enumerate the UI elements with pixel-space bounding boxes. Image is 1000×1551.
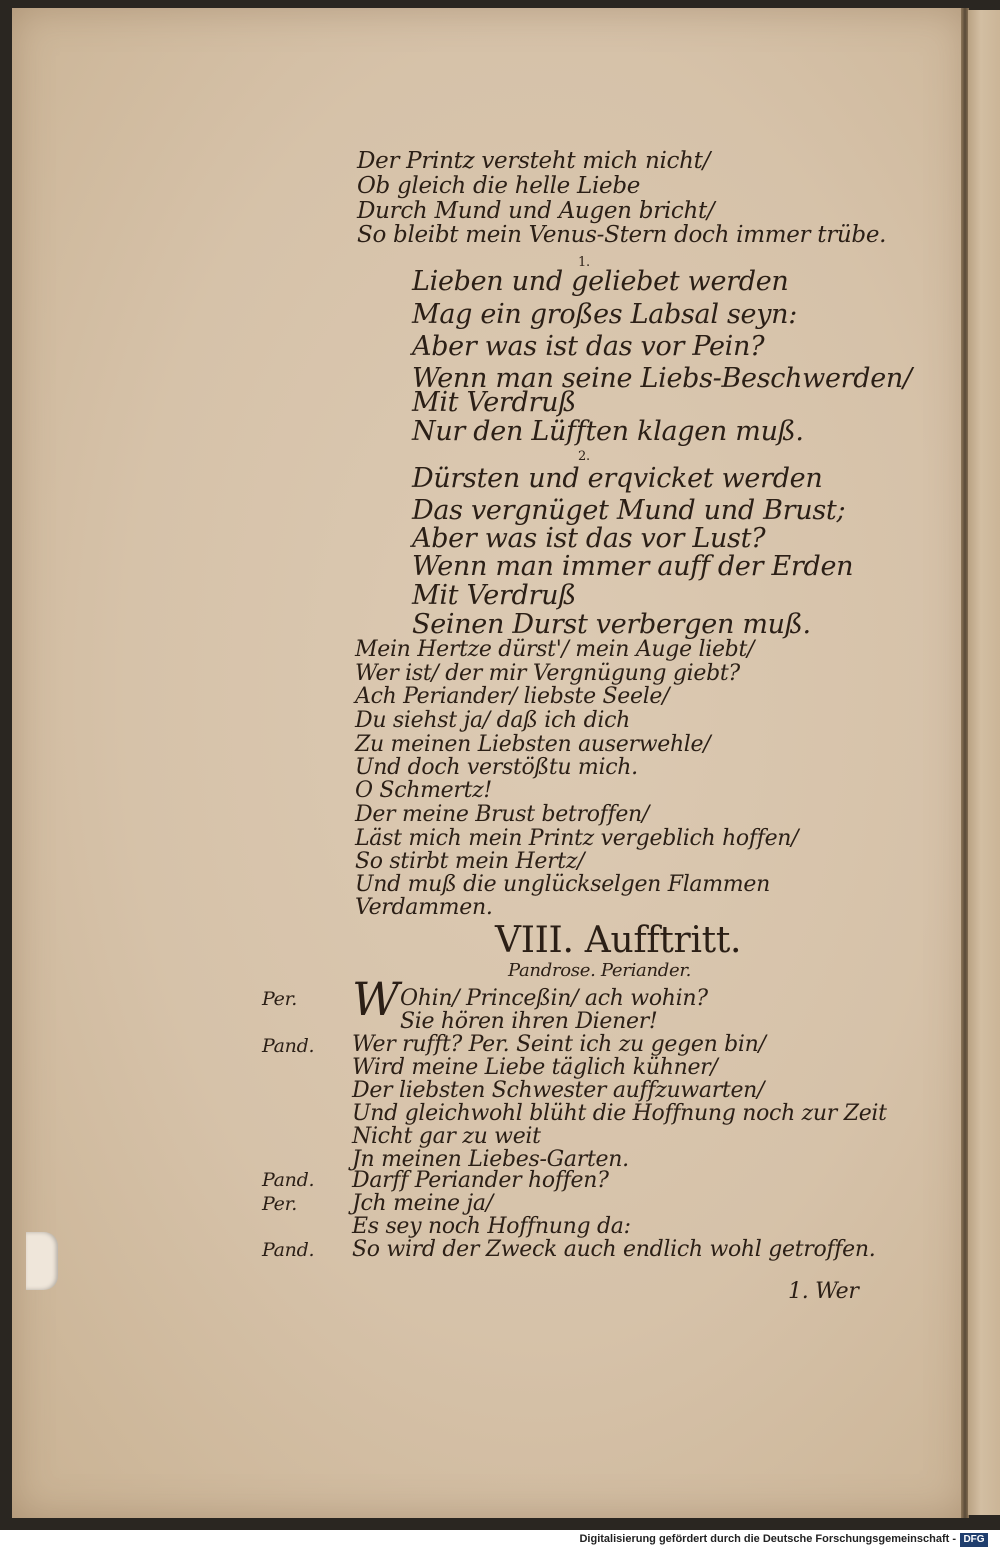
dialogue-line: Jn meinen Liebes-Garten.: [352, 1147, 629, 1172]
stanza2-line: Aber was ist das vor Lust?: [412, 523, 766, 554]
stanza2-line: Dürsten und erqvicket werden: [412, 463, 823, 494]
stanza-number: 1.: [578, 255, 590, 270]
footer-credit: Digitalisierung gefördert durch die Deutsche Forschungsgemeinschaft -: [579, 1533, 956, 1545]
recitative-line: Und muß die unglückselgen Flammen: [355, 872, 770, 897]
dialogue-line: Wird meine Liebe täglich kühner/: [352, 1055, 718, 1080]
intro-line: Ob gleich die helle Liebe: [357, 173, 641, 199]
intro-line: Durch Mund und Augen bricht/: [357, 198, 715, 224]
recitative-line: Der meine Brust betroffen/: [355, 802, 650, 827]
stanza-number: 2.: [578, 449, 590, 464]
recitative-line: Mein Hertze dürst'/ mein Auge liebt/: [355, 637, 755, 662]
stanza2-line: Das vergnüget Mund und Brust;: [412, 495, 846, 526]
dialogue-line: Der liebsten Schwester auffzuwarten/: [352, 1078, 765, 1103]
dialogue-line: Sie hören ihren Diener!: [400, 1009, 658, 1034]
dialogue-line: So wird der Zweck auch endlich wohl getroffen.: [352, 1237, 876, 1262]
scene-persons: Pandrose. Periander.: [508, 960, 692, 981]
recitative-line: So stirbt mein Hertz/: [355, 849, 585, 874]
speaker-label: Pand.: [262, 1169, 315, 1191]
stanza1-line: Wenn man seine Liebs-Beschwerden/: [412, 363, 912, 394]
dfg-logo-icon: DFG: [960, 1533, 988, 1547]
stanza1-line: Lieben und geliebet werden: [412, 266, 789, 297]
recitative-line: Wer ist/ der mir Vergnügung giebt?: [355, 661, 740, 686]
stanza2-line: Mit Verdruß: [412, 580, 576, 611]
dialogue-line: Wer rufft? Per. Seint ich zu gegen bin/: [352, 1032, 766, 1057]
recitative-line: Verdammen.: [355, 895, 493, 920]
stanza1-line: Mit Verdruß: [412, 387, 576, 418]
dialogue-line: Ohin/ Princeßin/ ach wohin?: [400, 986, 708, 1011]
stanza1-line: Nur den Lüfften klagen muß.: [412, 416, 804, 447]
page-tab-notch: [26, 1232, 58, 1290]
dialogue-line: Darff Periander hoffen?: [352, 1168, 609, 1193]
recitative-line: Ach Periander/ liebste Seele/: [355, 684, 670, 709]
recitative-line: Du siehst ja/ daß ich dich: [355, 708, 630, 733]
recitative-line: O Schmertz!: [355, 778, 492, 803]
intro-line: Der Printz versteht mich nicht/: [357, 148, 711, 174]
dialogue-line: Es sey noch Hoffnung da:: [352, 1214, 631, 1239]
facing-page-edge: [968, 10, 1000, 1515]
stanza1-line: Mag ein großes Labsal seyn:: [412, 299, 798, 330]
dialogue-line: Jch meine ja/: [352, 1191, 493, 1216]
stanza2-line: Wenn man immer auff der Erden: [412, 551, 854, 582]
speaker-label: Pand.: [262, 1035, 315, 1057]
scene-heading: VIII. Aufftritt.: [495, 920, 742, 961]
stanza2-line: Seinen Durst verbergen muß.: [412, 609, 811, 640]
speaker-label: Pand.: [262, 1239, 315, 1261]
recitative-line: Zu meinen Liebsten auserwehle/: [355, 732, 711, 757]
dialogue-line: Und gleichwohl blüht die Hoffnung noch zur Zeit: [352, 1101, 887, 1126]
dialogue-line: Nicht gar zu weit: [352, 1124, 541, 1149]
recitative-line: Läst mich mein Printz vergeblich hoffen/: [355, 826, 799, 851]
drop-cap: W: [352, 972, 400, 1026]
stanza1-line: Aber was ist das vor Pein?: [412, 331, 765, 362]
catchword: 1. Wer: [788, 1279, 859, 1304]
speaker-label: Per.: [262, 1193, 298, 1215]
speaker-label: Per.: [262, 988, 298, 1010]
recitative-line: Und doch verstößtu mich.: [355, 755, 638, 780]
intro-line: So bleibt mein Venus-Stern doch immer trübe.: [357, 222, 887, 248]
